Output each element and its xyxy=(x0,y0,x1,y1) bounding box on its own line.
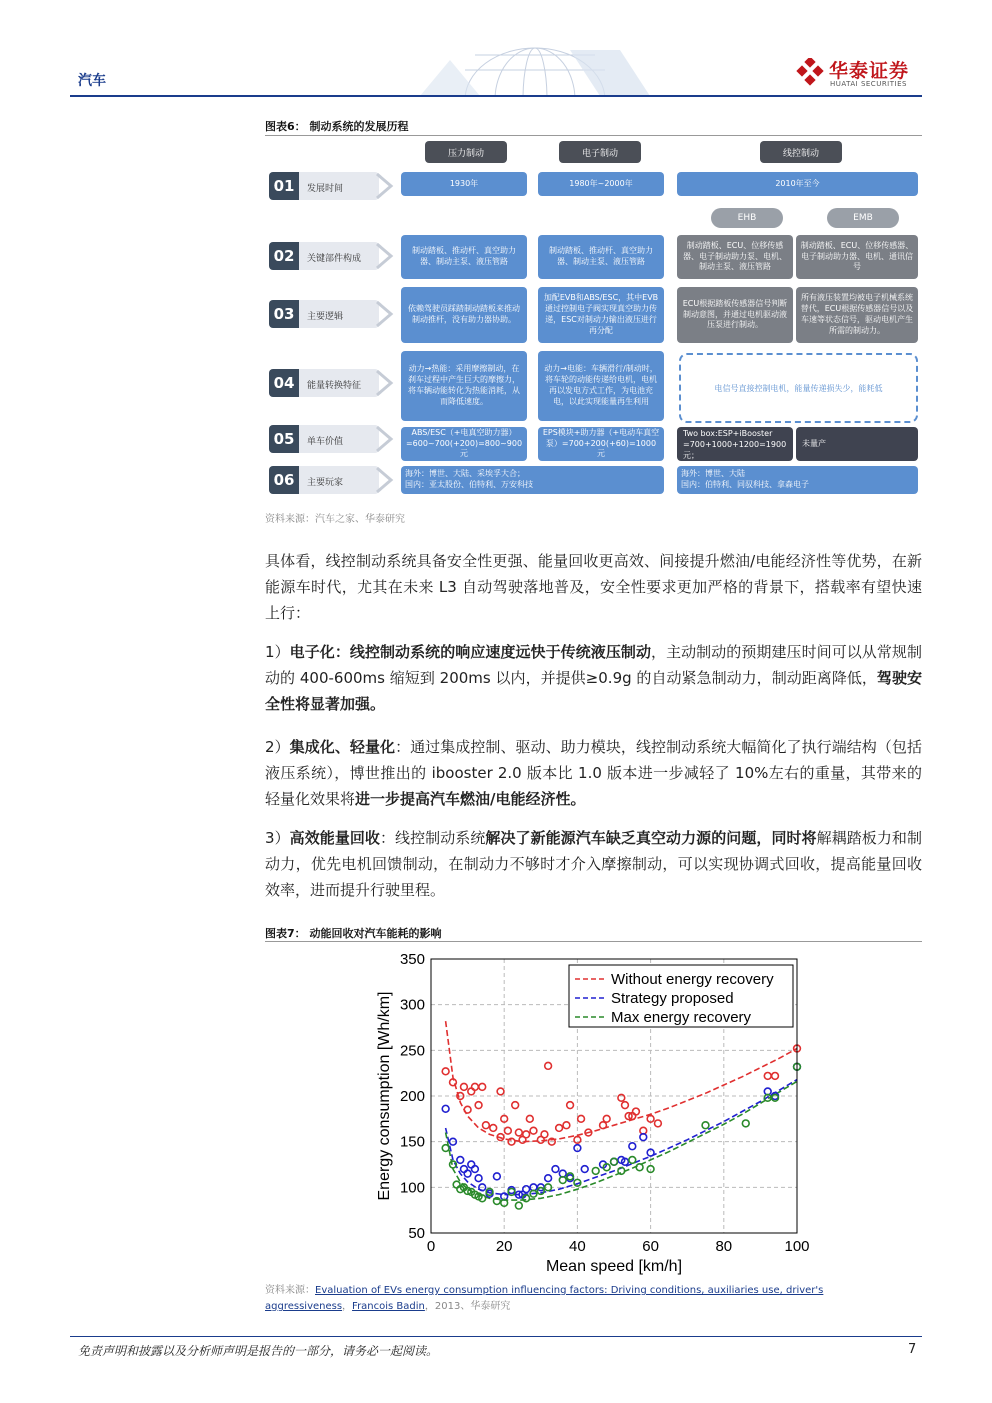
figure-7-source xyxy=(265,1283,922,1315)
cell xyxy=(401,427,527,461)
paragraph-text: 1） xyxy=(265,643,290,661)
data-point xyxy=(578,1115,585,1122)
data-point xyxy=(629,1143,636,1150)
cell: 1930年 xyxy=(401,172,527,196)
y-tick-label: 100 xyxy=(399,1179,425,1197)
y-tick-label: 50 xyxy=(408,1225,425,1242)
cell-line: 国内：伯特利、同驭科技、拿森电子 xyxy=(681,480,809,489)
data-point xyxy=(581,1166,588,1173)
data-point xyxy=(523,1186,530,1193)
chevron-right-icon xyxy=(375,425,395,453)
source-suffix: ，2013、华泰研究 xyxy=(424,1301,511,1312)
paragraph-bold: 集成化、轻量化 xyxy=(289,738,396,756)
cell: 加配EVB和ABS/ESC，其中EVB通过控制电子阀实现真空助力传递，ESC对制动力输出液压进行再分配 xyxy=(538,287,664,343)
chart-legend xyxy=(569,965,793,1027)
row-label: 能量转换特征 xyxy=(307,381,362,391)
data-point xyxy=(702,1122,709,1129)
sub-label: EMB xyxy=(827,208,899,228)
paragraph-text: ：通过集成控制、驱动、助力模块，线控制动系统大幅简化了执行端结构（包括液压系统），博世推出的 ibooster 2.0 版本比 1.0 版本进一步减轻了 10%左右的重量，其带来的轻量化效果将 xyxy=(265,738,922,808)
section-title: 汽车 xyxy=(78,73,106,89)
footer-disclaimer: 免责声明和披露以及分析师声明是报告的一部分，请务必一起阅读。 xyxy=(78,1344,439,1358)
x-axis-label: Mean speed [km/h] xyxy=(545,1258,683,1275)
page-number: 7 xyxy=(908,1342,917,1357)
data-point xyxy=(567,1102,574,1109)
chevron-right-icon xyxy=(375,172,395,200)
data-point xyxy=(475,1102,482,1109)
data-point xyxy=(530,1127,537,1134)
data-point xyxy=(442,1145,449,1152)
cell xyxy=(677,427,793,461)
cell: 未量产 xyxy=(796,427,918,461)
paragraph-bold: 驾驶安全性将显著加强。 xyxy=(265,669,922,713)
cell: EPS模块+助力器（+电动车真空泵）=700+200(+60)=1000元 xyxy=(538,427,664,461)
data-point xyxy=(461,1166,468,1173)
brand-name-en: HUATAI SECURITIES xyxy=(830,80,907,88)
x-tick-label: 40 xyxy=(569,1238,586,1255)
x-tick-label: 20 xyxy=(495,1238,513,1255)
x-tick-label: 100 xyxy=(784,1238,810,1255)
data-point xyxy=(742,1120,749,1127)
header-divider xyxy=(70,95,922,97)
y-tick-label: 150 xyxy=(399,1133,425,1151)
row-number: 02 xyxy=(269,242,299,270)
data-point xyxy=(483,1122,490,1129)
chevron-right-icon xyxy=(375,466,395,494)
paragraph-text: 3） xyxy=(265,829,290,847)
x-tick-label: 60 xyxy=(642,1238,659,1255)
cell-line: 海外：博世、大陆 xyxy=(681,469,745,479)
cell-line: =600~700(+200)=800~900元 xyxy=(405,438,523,459)
row-label: 主要逻辑 xyxy=(307,312,344,322)
data-point xyxy=(592,1167,599,1174)
x-tick-label: 80 xyxy=(715,1238,733,1255)
paragraph-text: 具体看，线控制动系统具备安全性更强、能量回收更高效、间接提升燃油/电能经济性等优势，在新能源车时代，尤其在未来 L3 自动驾驶落地普及，安全性要求更加严格的背景下，搭载率有望快速上行： xyxy=(265,552,922,622)
chevron-right-icon xyxy=(375,369,395,397)
data-point xyxy=(556,1125,563,1132)
phase-label: 线控制动 xyxy=(760,141,842,163)
data-point xyxy=(497,1088,504,1095)
huatai-logo-icon xyxy=(796,58,824,86)
legend-entry: Max energy recovery xyxy=(611,1009,752,1026)
row-label: 主要玩家 xyxy=(307,478,344,488)
data-point xyxy=(611,1158,618,1165)
row-number: 04 xyxy=(269,369,299,397)
cell: ECU根据踏板传感器信号判断制动意图，并通过电机驱动液压泵进行制动。 xyxy=(677,287,793,343)
figure-6-source: 资料来源：汽车之家、华泰研究 xyxy=(265,514,405,525)
data-point xyxy=(453,1181,460,1188)
paragraph xyxy=(265,734,922,812)
data-point xyxy=(636,1164,643,1171)
y-tick-label: 300 xyxy=(399,996,425,1014)
brand-name-cn: 华泰证券 xyxy=(829,60,910,82)
cell-line: Two box:ESP+iBooster xyxy=(683,429,773,438)
brand-logo xyxy=(796,56,922,90)
data-point xyxy=(633,1108,640,1115)
row-number: 01 xyxy=(269,172,299,200)
data-point xyxy=(442,1105,449,1112)
data-point xyxy=(655,1120,662,1127)
data-point xyxy=(523,1131,530,1138)
data-point xyxy=(618,1094,625,1101)
data-point xyxy=(457,1157,464,1164)
paragraph-bold: 进一步提高汽车燃油/电能经济性。 xyxy=(355,790,586,808)
x-tick-label: 0 xyxy=(426,1238,436,1255)
data-point xyxy=(515,1129,522,1136)
cell: 制动踏板、ECU、位移传感器、电子制动助力器、电机、通讯信号 xyxy=(796,235,918,279)
cell: 制动踏板、ECU、位移传感器、电子制动助力泵、电机、制动主泵、液压管路 xyxy=(677,235,793,279)
paragraph xyxy=(265,639,922,717)
figure-7-title: 图表7： 动能回收对汽车能耗的影响 xyxy=(265,927,442,940)
chart-points xyxy=(442,1045,800,1209)
data-point xyxy=(464,1106,471,1113)
y-axis-label: Energy consumption [Wh/km] xyxy=(376,991,393,1201)
cell: 电信号直接控制电机，能量传递损失少，能耗低 xyxy=(679,353,918,423)
legend-entry: Strategy proposed xyxy=(611,990,734,1007)
cell: 动力→电能：车辆滑行/制动时，将车轮的动能传递给电机，电机再以发电方式工作，为电池充电，以此实现能量再生利用 xyxy=(538,351,664,421)
cell xyxy=(401,466,664,494)
y-tick-label: 200 xyxy=(399,1088,425,1105)
paragraph-bold: 解决了新能源汽车缺乏真空动力源的问题，同时将 xyxy=(485,829,817,847)
data-point xyxy=(464,1170,471,1177)
energy-consumption-chart xyxy=(365,945,825,1275)
data-point xyxy=(472,1083,479,1090)
phase-label: 压力制动 xyxy=(425,141,507,163)
cell: 依赖驾驶员踩踏制动踏板来推动制动推杆，没有助力器协助。 xyxy=(401,287,527,343)
cell: 动力→热能：采用摩擦制动，在刹车过程中产生巨大的摩擦力，将车辆动能转化为热能消耗，从而降低速度。 xyxy=(401,351,527,421)
series-line xyxy=(446,1021,797,1142)
cell: 1980年~2000年 xyxy=(538,172,664,196)
paragraph-text: ：线控制动系统 xyxy=(380,829,486,847)
data-point xyxy=(468,1088,475,1095)
braking-history-diagram xyxy=(265,137,922,502)
chevron-right-icon xyxy=(375,300,395,328)
data-point xyxy=(472,1166,479,1173)
figure-6-divider xyxy=(265,135,922,136)
data-point xyxy=(603,1115,610,1122)
paragraph-bold: 高效能量回收 xyxy=(289,829,380,847)
y-tick-label: 250 xyxy=(399,1042,425,1060)
row-label: 发展时间 xyxy=(307,184,344,194)
data-point xyxy=(545,1062,552,1069)
data-point xyxy=(461,1083,468,1090)
figure-7-divider xyxy=(265,941,922,942)
data-point xyxy=(600,1122,607,1129)
cell-line: 国内：亚太股份、伯特利、万安科技 xyxy=(405,480,533,489)
source-separator: ， xyxy=(342,1301,353,1312)
series-line xyxy=(446,1081,797,1200)
sub-label: EHB xyxy=(711,208,783,228)
row-label: 关键部件构成 xyxy=(307,254,362,264)
y-tick-label: 350 xyxy=(399,951,425,968)
cell-line: 海外：博世、大陆、采埃孚大合； xyxy=(405,469,525,479)
cell-line: ABS/ESC（+电真空助力器） xyxy=(411,427,517,437)
paragraph-text: 解耦踏板力和制动力，优先电机回馈制动，在制动力不够时才介入摩擦制动，可以实现协调式回收，提高能量回收效率，进而提升行驶里程。 xyxy=(265,829,922,899)
data-point xyxy=(772,1073,779,1080)
data-point xyxy=(622,1102,629,1109)
cell: 制动踏板、推动杆、真空助力器、制动主泵、液压管路 xyxy=(401,235,527,279)
paragraph-text: 2） xyxy=(265,738,290,756)
cell: 2010年至今 xyxy=(677,172,918,196)
row-number: 06 xyxy=(269,466,299,494)
source-link-paper[interactable]: Evaluation of EVs energy consumption influencing factors: Driving conditions, auxiliaries use, driver's xyxy=(315,1285,824,1296)
source-link-author[interactable]: Francois Badin xyxy=(352,1301,425,1312)
data-point xyxy=(442,1068,449,1075)
cell: 制动踏板、推动杆、真空助力器、制动主泵、液压管路 xyxy=(538,235,664,279)
paragraph-bold: 电子化：线控制动系统的响应速度远快于传统液压制动 xyxy=(289,643,652,661)
legend-entry: Without energy recovery xyxy=(611,971,774,988)
paragraph xyxy=(265,825,922,903)
data-point xyxy=(493,1173,500,1180)
source-prefix: 资料来源： xyxy=(265,1285,315,1296)
figure-6-title: 图表6： 制动系统的发展历程 xyxy=(265,120,409,133)
row-label: 单车价值 xyxy=(307,437,344,447)
data-point xyxy=(479,1083,486,1090)
data-point xyxy=(504,1127,511,1134)
data-point xyxy=(552,1166,559,1173)
data-point xyxy=(526,1115,533,1122)
data-point xyxy=(490,1125,497,1132)
data-point xyxy=(475,1175,482,1182)
globe-decoration-icon xyxy=(420,40,650,96)
data-point xyxy=(515,1202,522,1209)
source-link-paper-cont[interactable]: aggressiveness xyxy=(265,1301,343,1312)
data-point xyxy=(512,1102,519,1109)
data-point xyxy=(764,1073,771,1080)
row-number: 03 xyxy=(269,300,299,328)
paragraph xyxy=(265,548,922,626)
row-number: 05 xyxy=(269,425,299,453)
data-point xyxy=(468,1161,475,1168)
cell-line: =700+1000+1200=1900元； xyxy=(683,439,787,460)
data-point xyxy=(541,1131,548,1138)
data-point xyxy=(563,1122,570,1129)
cell: 所有液压装置均被电子机械系统替代，ECU根据传感器信号以及车速等状态信号，驱动电机产生所需的制动力。 xyxy=(796,287,918,343)
data-point xyxy=(545,1175,552,1182)
cell xyxy=(677,466,918,494)
chevron-right-icon xyxy=(375,242,395,270)
phase-label: 电子制动 xyxy=(559,141,641,163)
data-point xyxy=(629,1157,636,1164)
paragraph-text: ，主动制动的预期建压时间可以从常规制动的 400-600ms 缩短到 200ms 以内，并提供≥0.9g 的自动紧急制动力，制动距离降低， xyxy=(265,643,922,687)
footer-divider xyxy=(70,1336,922,1337)
